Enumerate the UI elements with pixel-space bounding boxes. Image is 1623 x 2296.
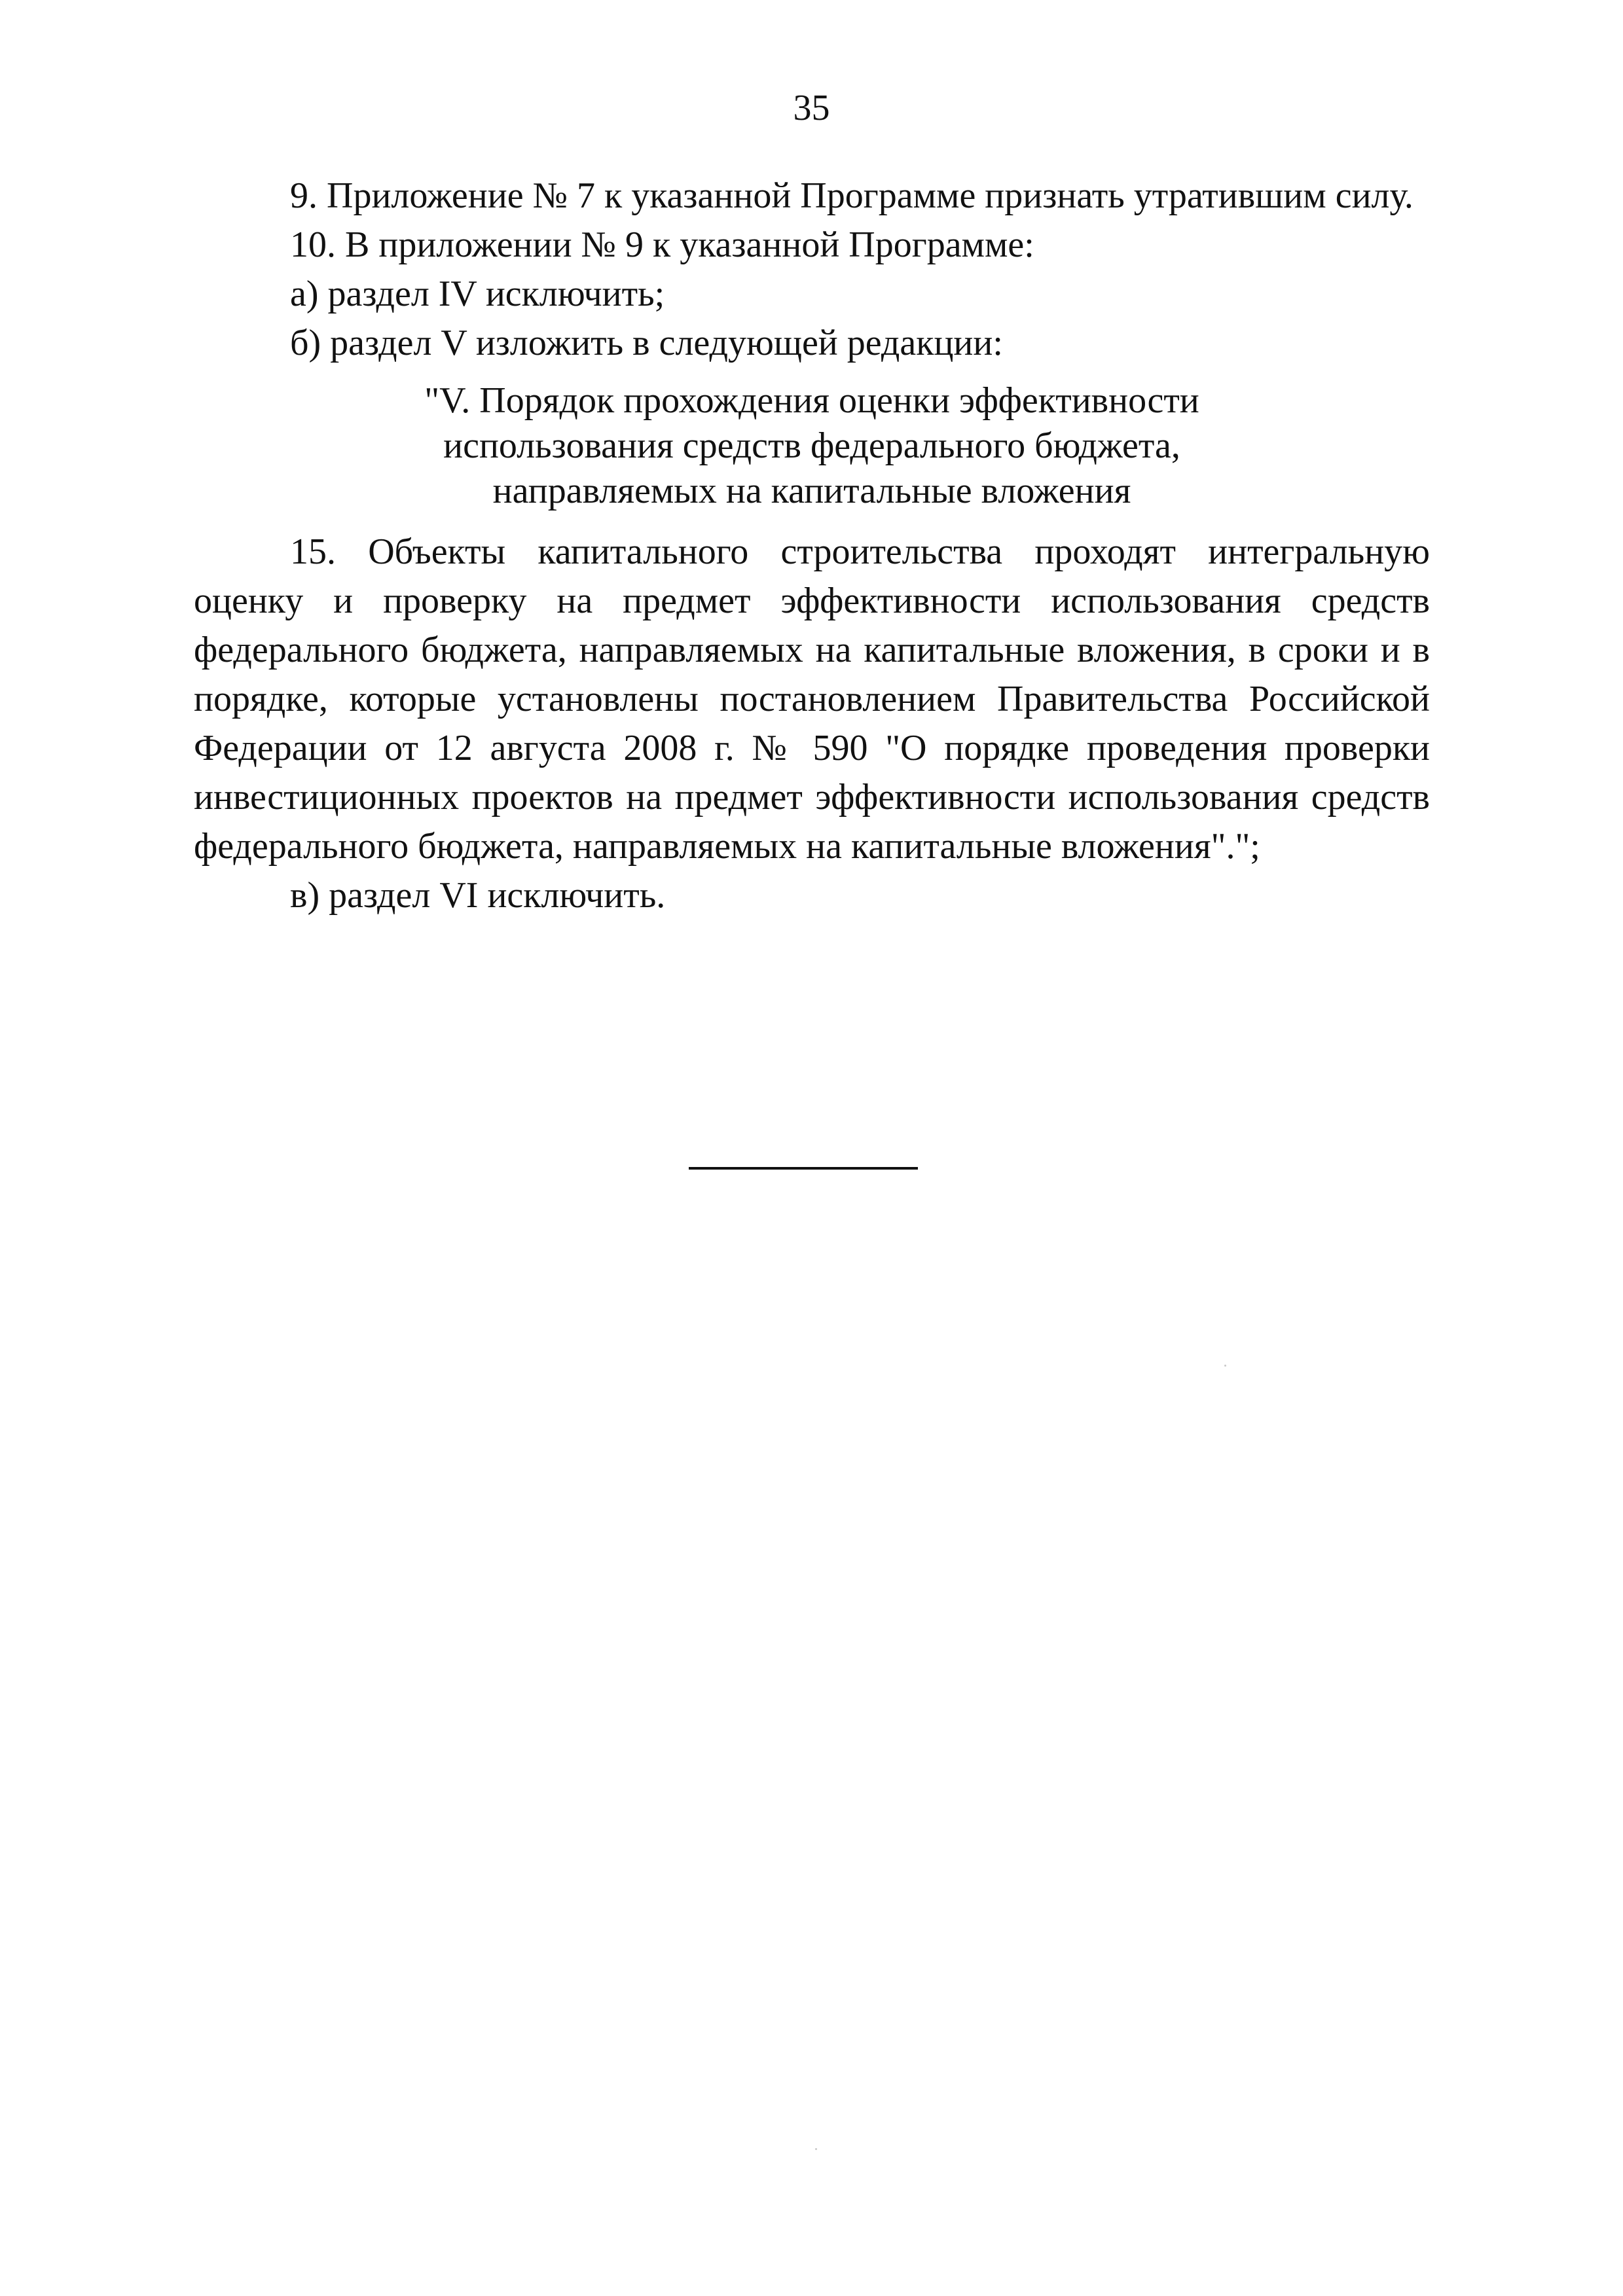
page-number: 35 <box>793 88 830 128</box>
paragraph-10: 10. В приложении № 9 к указанной Программе: <box>290 224 1034 265</box>
subitem-a: а) раздел IV исключить; <box>290 274 665 314</box>
paragraph-9: 9. Приложение № 7 к указанной Программе признать утратившим силу. <box>290 175 1413 216</box>
document-body <box>194 171 1430 920</box>
subitem-v: в) раздел VI исключить. <box>290 875 666 916</box>
subitem-b: б) раздел V изложить в следующей редакции: <box>290 323 1003 363</box>
scan-speck <box>1224 1365 1226 1367</box>
end-of-text-rule <box>689 1167 918 1170</box>
section-heading <box>194 378 1430 514</box>
section-heading-line-1: "V. Порядок прохождения оценки эффективности <box>424 380 1199 421</box>
scan-speck <box>815 2148 817 2150</box>
section-heading-line-2: использования средств федерального бюджета, <box>443 425 1180 466</box>
section-heading-line-3: направляемых на капитальные вложения <box>492 471 1131 511</box>
paragraph-15: 15. Объекты капитального строительства проходят интегральную оценку и проверку на предмет эффективности использования средств федерального бюджета, направляемых на капитальные вложения, в сроки и в порядке, которые установлены постановлением Правительства Российской Федерации от 12 августа 2008 г. № 590 "О порядке проведения проверки инвестиционных проектов на предмет эффективности использования средств федерального бюджета, направляемых на капитальные вложения"."; <box>194 531 1430 867</box>
